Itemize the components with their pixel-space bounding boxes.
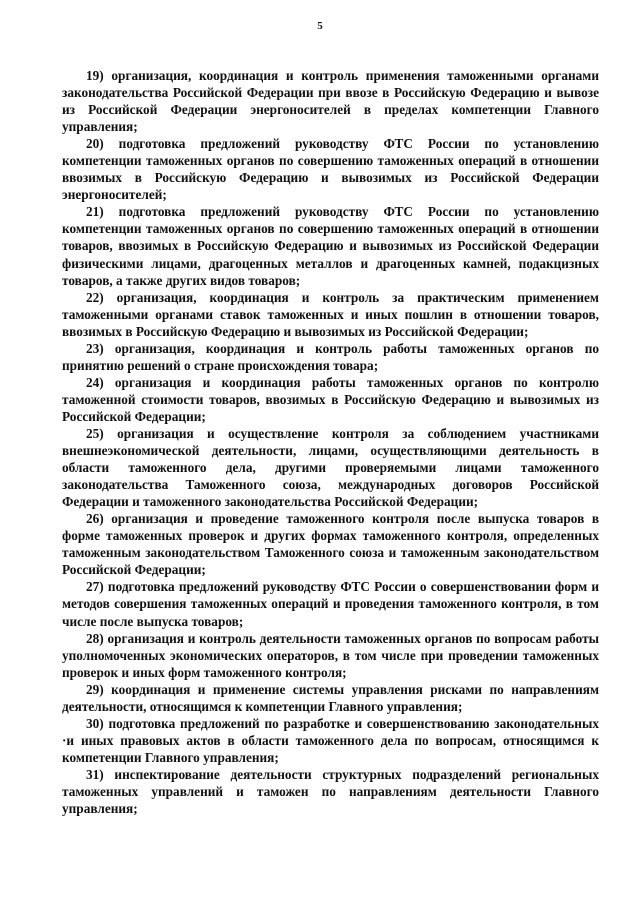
paragraph-19: 19) организация, координация и контроль применения таможенными органами законодательства Российской Федерации при ввозе в Российскую Федерацию и вывозе из Российской Федерации энергоносителей в пределах компетенции Главного управления; bbox=[62, 68, 599, 135]
paragraph-20: 20) подготовка предложений руководству ФТС России по установлению компетенции таможенных органов по совершению таможенных операций в отношении ввозимых в Российскую Федерацию и вывозимых из Российской Федерации энергоносителей; bbox=[62, 136, 599, 203]
paragraph-31: 31) инспектирование деятельности структурных подразделений региональных таможенных управлений и таможен по направлениям деятельности Главного управления; bbox=[62, 766, 599, 817]
paragraph-26: 26) организация и проведение таможенного контроля после выпуска товаров в форме таможенных проверок и других формах таможенного контроля, определенных таможенным законодательством Таможенного союза и таможенным законодательством Российской Федерации; bbox=[62, 511, 599, 578]
document-body bbox=[62, 67, 599, 817]
paragraph-23: 23) организация, координация и контроль работы таможенных органов по принятию решений о стране происхождения товара; bbox=[62, 340, 599, 373]
paragraph-28: 28) организация и контроль деятельности таможенных органов по вопросам работы уполномоченных экономических операторов, в том числе при проведении таможенных проверок и иных форм таможенного контроля; bbox=[62, 630, 599, 680]
paragraph-29: 29) координация и применение системы управления рисками по направлениям деятельности, относящимся к компетенции Главного управления; bbox=[62, 681, 599, 714]
paragraph-25: 25) организация и осуществление контроля за соблюдением участниками внешнеэкономической деятельности, лицами, осуществляющими деятельность в области таможенного дела, другими проверяемыми лицами таможенного законодательства Таможенного союза, международных договоров Российской Федерации и таможенного законодательства Российской Федерации; bbox=[62, 425, 599, 510]
page-number: 5 bbox=[317, 20, 323, 32]
paragraph-30: 30) подготовка предложений по разработке и совершенствованию законодательных ·и иных правовых актов в области таможенного дела по вопросам, относящимся к компетенции Главного управления; bbox=[62, 715, 599, 765]
paragraph-24: 24) организация и координация работы таможенных органов по контролю таможенной стоимости товаров, ввозимых в Российскую Федерацию и вывозимых из Российской Федерации; bbox=[62, 374, 599, 424]
paragraph-27: 27) подготовка предложений руководству ФТС России о совершенствовании форм и методов совершения таможенных операций и проведения таможенного контроля, в том числе после выпуска товаров; bbox=[62, 579, 599, 629]
paragraph-21: 21) подготовка предложений руководству ФТС России по установлению компетенции таможенных органов по совершению таможенных операций в отношении товаров, ввозимых в Российскую Федерацию и вывозимых из Российской Федерации физическими лицами, драгоценных металлов и драгоценных камней, подакцизных товаров, а также других видов товаров; bbox=[62, 204, 599, 288]
paragraph-22: 22) организация, координация и контроль за практическим применением таможенными органами ставок таможенных и иных пошлин в отношении товаров, ввозимых в Российскую Федерацию и вывозимых из Российской Федерации; bbox=[62, 289, 599, 339]
